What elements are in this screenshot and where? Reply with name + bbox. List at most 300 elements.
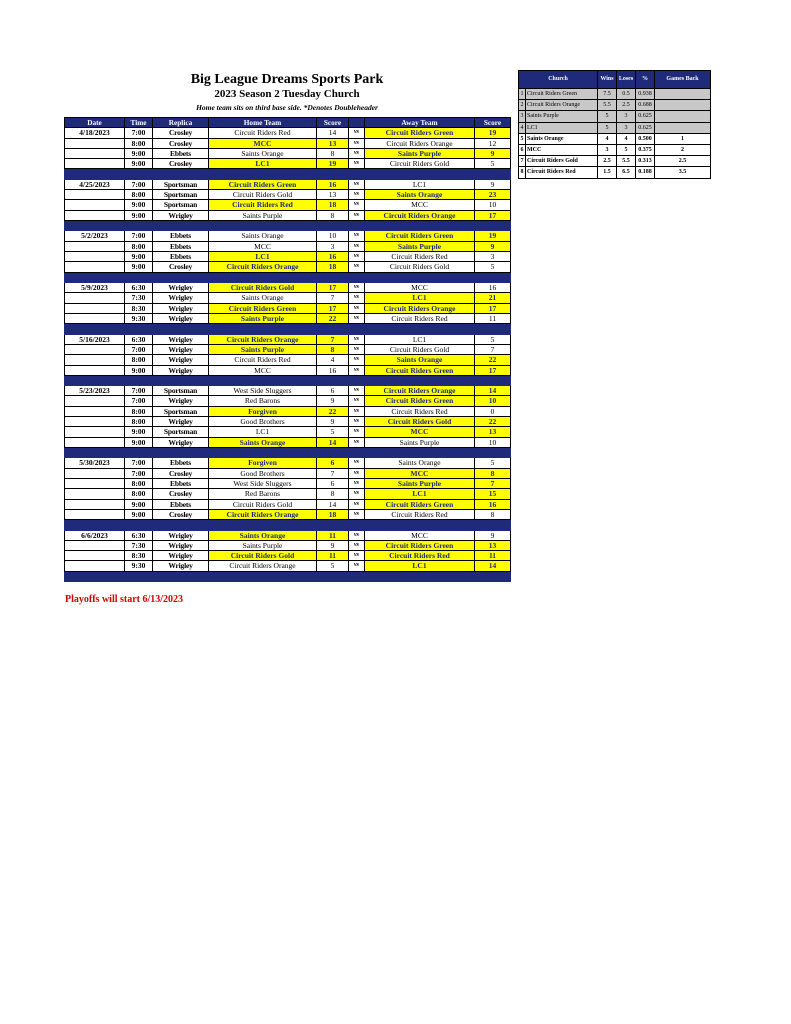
game-row bbox=[65, 406, 511, 416]
away-team: Circuit Riders Orange bbox=[365, 138, 475, 148]
vs-label: vs bbox=[349, 540, 365, 550]
separator-cell bbox=[365, 447, 475, 457]
home-score: 8 bbox=[317, 148, 349, 158]
standing-games-back bbox=[655, 122, 711, 133]
home-score: 5 bbox=[317, 561, 349, 571]
separator-cell bbox=[365, 169, 475, 179]
col-home-score: Score bbox=[317, 118, 349, 128]
game-row bbox=[65, 159, 511, 169]
col-games-back: Games Back bbox=[655, 71, 711, 89]
standing-church: Circuit Riders Gold bbox=[526, 156, 598, 167]
standing-pct: 0.938 bbox=[636, 89, 655, 100]
home-team: West Side Sluggers bbox=[209, 478, 317, 488]
col-wins: Wins bbox=[598, 71, 617, 89]
vs-label: vs bbox=[349, 406, 365, 416]
game-date bbox=[65, 148, 125, 158]
col-pct: % bbox=[636, 71, 655, 89]
home-team: MCC bbox=[209, 241, 317, 251]
vs-label: vs bbox=[349, 179, 365, 189]
away-team: Circuit Riders Green bbox=[365, 231, 475, 241]
away-team: MCC bbox=[365, 283, 475, 293]
game-date bbox=[65, 396, 125, 406]
home-score: 3 bbox=[317, 241, 349, 251]
away-team: Circuit Riders Gold bbox=[365, 262, 475, 272]
game-replica: Ebbets bbox=[153, 252, 209, 262]
game-replica: Wrigley bbox=[153, 365, 209, 375]
vs-label: vs bbox=[349, 417, 365, 427]
game-row bbox=[65, 386, 511, 396]
away-score: 14 bbox=[475, 561, 511, 571]
game-row bbox=[65, 334, 511, 344]
separator-cell bbox=[317, 375, 349, 385]
standing-rank: 5 bbox=[519, 133, 526, 144]
home-score: 8 bbox=[317, 344, 349, 354]
standings-row bbox=[519, 156, 711, 167]
standing-loses: 3 bbox=[617, 122, 636, 133]
separator-cell bbox=[475, 169, 511, 179]
standing-rank: 4 bbox=[519, 122, 526, 133]
game-date: 5/30/2023 bbox=[65, 458, 125, 468]
home-team: Red Barons bbox=[209, 396, 317, 406]
separator-cell bbox=[153, 520, 209, 530]
vs-label: vs bbox=[349, 128, 365, 138]
separator-cell bbox=[349, 520, 365, 530]
away-score: 17 bbox=[475, 365, 511, 375]
schedule-note: Home team sits on third base side. *Denotes Doubleheader bbox=[196, 103, 378, 112]
vs-label: vs bbox=[349, 427, 365, 437]
separator-cell bbox=[475, 520, 511, 530]
game-time: 9:00 bbox=[125, 159, 153, 169]
game-date bbox=[65, 406, 125, 416]
away-team: Circuit Riders Red bbox=[365, 252, 475, 262]
game-date: 5/16/2023 bbox=[65, 334, 125, 344]
standings-row bbox=[519, 133, 711, 144]
game-replica: Wrigley bbox=[153, 551, 209, 561]
standing-wins: 3 bbox=[598, 145, 617, 156]
away-team: Saints Purple bbox=[365, 241, 475, 251]
away-team: MCC bbox=[365, 200, 475, 210]
away-score: 23 bbox=[475, 190, 511, 200]
standing-loses: 5.5 bbox=[617, 156, 636, 167]
separator-cell bbox=[65, 447, 125, 457]
standings-row bbox=[519, 122, 711, 133]
home-team: Circuit Riders Orange bbox=[209, 509, 317, 519]
game-row bbox=[65, 530, 511, 540]
standing-loses: 3 bbox=[617, 111, 636, 122]
standing-wins: 5.5 bbox=[598, 100, 617, 111]
standing-games-back: 2.5 bbox=[655, 156, 711, 167]
away-score: 14 bbox=[475, 386, 511, 396]
game-row bbox=[65, 252, 511, 262]
separator-cell bbox=[209, 520, 317, 530]
home-score: 7 bbox=[317, 293, 349, 303]
home-score: 13 bbox=[317, 138, 349, 148]
separator-cell bbox=[349, 169, 365, 179]
away-score: 12 bbox=[475, 138, 511, 148]
standings-row bbox=[519, 89, 711, 100]
standing-pct: 0.188 bbox=[636, 167, 655, 178]
separator-cell bbox=[65, 221, 125, 231]
game-time: 7:00 bbox=[125, 458, 153, 468]
col-church: Church bbox=[519, 71, 598, 89]
home-score: 18 bbox=[317, 262, 349, 272]
away-score: 17 bbox=[475, 303, 511, 313]
vs-label: vs bbox=[349, 437, 365, 447]
schedule-table bbox=[64, 117, 511, 582]
week-separator bbox=[65, 447, 511, 457]
home-team: Forgiven bbox=[209, 458, 317, 468]
home-score: 17 bbox=[317, 283, 349, 293]
game-time: 7:00 bbox=[125, 344, 153, 354]
home-team: Circuit Riders Gold bbox=[209, 190, 317, 200]
away-team: MCC bbox=[365, 530, 475, 540]
game-replica: Wrigley bbox=[153, 530, 209, 540]
vs-label: vs bbox=[349, 478, 365, 488]
away-team: LC1 bbox=[365, 179, 475, 189]
separator-cell bbox=[125, 169, 153, 179]
vs-label: vs bbox=[349, 530, 365, 540]
game-row bbox=[65, 561, 511, 571]
game-replica: Wrigley bbox=[153, 283, 209, 293]
separator-cell bbox=[475, 221, 511, 231]
separator-cell bbox=[365, 221, 475, 231]
away-team: Circuit Riders Green bbox=[365, 396, 475, 406]
vs-label: vs bbox=[349, 468, 365, 478]
game-row bbox=[65, 179, 511, 189]
game-time: 8:00 bbox=[125, 406, 153, 416]
separator-cell bbox=[475, 324, 511, 334]
home-team: MCC bbox=[209, 138, 317, 148]
col-home-team: Home Team bbox=[209, 118, 317, 128]
home-team: Circuit Riders Gold bbox=[209, 283, 317, 293]
separator-cell bbox=[125, 221, 153, 231]
game-replica: Wrigley bbox=[153, 561, 209, 571]
separator-cell bbox=[365, 375, 475, 385]
standing-church: LC1 bbox=[526, 122, 598, 133]
away-score: 5 bbox=[475, 159, 511, 169]
home-team: Circuit Riders Orange bbox=[209, 561, 317, 571]
away-team: Circuit Riders Green bbox=[365, 499, 475, 509]
game-replica: Sportsman bbox=[153, 386, 209, 396]
standing-pct: 0.313 bbox=[636, 156, 655, 167]
separator-cell bbox=[317, 447, 349, 457]
separator-cell bbox=[65, 520, 125, 530]
home-score: 11 bbox=[317, 530, 349, 540]
separator-cell bbox=[475, 272, 511, 282]
standing-wins: 7.5 bbox=[598, 89, 617, 100]
standings-row bbox=[519, 111, 711, 122]
game-time: 7:00 bbox=[125, 396, 153, 406]
away-team: Circuit Riders Orange bbox=[365, 386, 475, 396]
separator-cell bbox=[349, 324, 365, 334]
game-replica: Wrigley bbox=[153, 344, 209, 354]
away-score: 22 bbox=[475, 417, 511, 427]
away-score: 5 bbox=[475, 262, 511, 272]
separator-cell bbox=[125, 375, 153, 385]
game-replica: Wrigley bbox=[153, 334, 209, 344]
game-row bbox=[65, 241, 511, 251]
separator-cell bbox=[209, 375, 317, 385]
away-score: 13 bbox=[475, 540, 511, 550]
away-team: Circuit Riders Orange bbox=[365, 210, 475, 220]
home-score: 11 bbox=[317, 551, 349, 561]
away-score: 11 bbox=[475, 551, 511, 561]
week-separator bbox=[65, 520, 511, 530]
away-team: Circuit Riders Green bbox=[365, 540, 475, 550]
separator-cell bbox=[475, 571, 511, 581]
game-date bbox=[65, 468, 125, 478]
game-date bbox=[65, 437, 125, 447]
game-replica: Wrigley bbox=[153, 540, 209, 550]
game-time: 8:00 bbox=[125, 417, 153, 427]
separator-cell bbox=[349, 272, 365, 282]
game-time: 7:30 bbox=[125, 293, 153, 303]
game-date bbox=[65, 159, 125, 169]
game-date bbox=[65, 417, 125, 427]
standing-games-back bbox=[655, 100, 711, 111]
vs-label: vs bbox=[349, 231, 365, 241]
game-time: 7:00 bbox=[125, 128, 153, 138]
home-team: Good Brothers bbox=[209, 468, 317, 478]
home-score: 8 bbox=[317, 489, 349, 499]
standing-wins: 5 bbox=[598, 111, 617, 122]
game-replica: Wrigley bbox=[153, 210, 209, 220]
game-date bbox=[65, 303, 125, 313]
away-score: 15 bbox=[475, 489, 511, 499]
game-row bbox=[65, 128, 511, 138]
separator-cell bbox=[475, 375, 511, 385]
game-row bbox=[65, 355, 511, 365]
home-score: 17 bbox=[317, 303, 349, 313]
game-date bbox=[65, 489, 125, 499]
game-date bbox=[65, 478, 125, 488]
home-score: 16 bbox=[317, 365, 349, 375]
game-time: 7:00 bbox=[125, 468, 153, 478]
game-time: 9:00 bbox=[125, 499, 153, 509]
standing-pct: 0.625 bbox=[636, 111, 655, 122]
game-row bbox=[65, 293, 511, 303]
separator-cell bbox=[125, 520, 153, 530]
game-time: 9:00 bbox=[125, 365, 153, 375]
vs-label: vs bbox=[349, 293, 365, 303]
vs-label: vs bbox=[349, 252, 365, 262]
game-replica: Crosley bbox=[153, 509, 209, 519]
home-team: Circuit Riders Orange bbox=[209, 334, 317, 344]
vs-label: vs bbox=[349, 262, 365, 272]
separator-cell bbox=[125, 571, 153, 581]
col-replica: Replica bbox=[153, 118, 209, 128]
game-time: 9:00 bbox=[125, 262, 153, 272]
home-team: Good Brothers bbox=[209, 417, 317, 427]
home-score: 22 bbox=[317, 313, 349, 323]
standing-church: Circuit Riders Red bbox=[526, 167, 598, 178]
separator-cell bbox=[65, 571, 125, 581]
separator-cell bbox=[317, 221, 349, 231]
away-score: 5 bbox=[475, 458, 511, 468]
standing-loses: 5 bbox=[617, 145, 636, 156]
game-row bbox=[65, 190, 511, 200]
schedule-header-row bbox=[65, 118, 511, 128]
game-date: 5/9/2023 bbox=[65, 283, 125, 293]
game-replica: Wrigley bbox=[153, 437, 209, 447]
away-team: Saints Orange bbox=[365, 190, 475, 200]
home-team: Circuit Riders Red bbox=[209, 200, 317, 210]
game-date: 5/2/2023 bbox=[65, 231, 125, 241]
standing-rank: 8 bbox=[519, 167, 526, 178]
home-score: 6 bbox=[317, 458, 349, 468]
vs-label: vs bbox=[349, 458, 365, 468]
away-team: Circuit Riders Gold bbox=[365, 417, 475, 427]
standings-table bbox=[518, 70, 711, 179]
game-replica: Ebbets bbox=[153, 458, 209, 468]
game-date bbox=[65, 355, 125, 365]
home-score: 9 bbox=[317, 417, 349, 427]
home-score: 9 bbox=[317, 540, 349, 550]
standing-loses: 6.5 bbox=[617, 167, 636, 178]
separator-cell bbox=[209, 169, 317, 179]
separator-cell bbox=[365, 520, 475, 530]
home-score: 18 bbox=[317, 200, 349, 210]
home-team: Saints Purple bbox=[209, 313, 317, 323]
vs-label: vs bbox=[349, 303, 365, 313]
home-team: Circuit Riders Red bbox=[209, 128, 317, 138]
standing-church: Circuit Riders Green bbox=[526, 89, 598, 100]
home-team: Circuit Riders Orange bbox=[209, 262, 317, 272]
game-row bbox=[65, 427, 511, 437]
vs-label: vs bbox=[349, 386, 365, 396]
away-score: 5 bbox=[475, 334, 511, 344]
separator-cell bbox=[153, 272, 209, 282]
separator-cell bbox=[349, 447, 365, 457]
away-team: Circuit Riders Green bbox=[365, 128, 475, 138]
game-row bbox=[65, 210, 511, 220]
game-row bbox=[65, 499, 511, 509]
game-date: 4/18/2023 bbox=[65, 128, 125, 138]
game-replica: Wrigley bbox=[153, 355, 209, 365]
away-team: LC1 bbox=[365, 561, 475, 571]
separator-cell bbox=[65, 169, 125, 179]
game-time: 7:00 bbox=[125, 231, 153, 241]
game-date bbox=[65, 344, 125, 354]
vs-label: vs bbox=[349, 396, 365, 406]
game-time: 7:00 bbox=[125, 386, 153, 396]
away-team: Circuit Riders Orange bbox=[365, 303, 475, 313]
home-score: 6 bbox=[317, 386, 349, 396]
home-score: 7 bbox=[317, 468, 349, 478]
separator-cell bbox=[153, 571, 209, 581]
away-score: 8 bbox=[475, 468, 511, 478]
game-row bbox=[65, 437, 511, 447]
game-replica: Crosley bbox=[153, 468, 209, 478]
game-row bbox=[65, 551, 511, 561]
home-score: 5 bbox=[317, 427, 349, 437]
home-team: Saints Orange bbox=[209, 437, 317, 447]
separator-cell bbox=[153, 447, 209, 457]
separator-cell bbox=[349, 375, 365, 385]
game-row bbox=[65, 396, 511, 406]
game-row bbox=[65, 283, 511, 293]
away-score: 11 bbox=[475, 313, 511, 323]
home-score: 14 bbox=[317, 437, 349, 447]
game-time: 9:00 bbox=[125, 427, 153, 437]
week-separator bbox=[65, 169, 511, 179]
away-team: Circuit Riders Gold bbox=[365, 344, 475, 354]
game-time: 8:00 bbox=[125, 241, 153, 251]
game-time: 8:00 bbox=[125, 355, 153, 365]
separator-cell bbox=[209, 324, 317, 334]
vs-label: vs bbox=[349, 551, 365, 561]
playoffs-note: Playoffs will start 6/13/2023 bbox=[65, 594, 184, 605]
col-vs bbox=[349, 118, 365, 128]
col-loses: Loses bbox=[617, 71, 636, 89]
game-date bbox=[65, 499, 125, 509]
away-team: LC1 bbox=[365, 489, 475, 499]
standing-games-back bbox=[655, 89, 711, 100]
home-score: 8 bbox=[317, 210, 349, 220]
standing-rank: 3 bbox=[519, 111, 526, 122]
week-separator bbox=[65, 324, 511, 334]
game-row bbox=[65, 468, 511, 478]
col-time: Time bbox=[125, 118, 153, 128]
standings-row bbox=[519, 167, 711, 178]
game-row bbox=[65, 344, 511, 354]
separator-cell bbox=[125, 324, 153, 334]
game-row bbox=[65, 148, 511, 158]
vs-label: vs bbox=[349, 283, 365, 293]
standing-wins: 4 bbox=[598, 133, 617, 144]
game-date bbox=[65, 313, 125, 323]
game-replica: Sportsman bbox=[153, 200, 209, 210]
away-score: 9 bbox=[475, 179, 511, 189]
game-date bbox=[65, 561, 125, 571]
away-team: Circuit Riders Red bbox=[365, 509, 475, 519]
away-score: 7 bbox=[475, 478, 511, 488]
home-team: LC1 bbox=[209, 252, 317, 262]
home-score: 13 bbox=[317, 190, 349, 200]
game-time: 9:00 bbox=[125, 200, 153, 210]
week-separator bbox=[65, 571, 511, 581]
game-time: 6:30 bbox=[125, 334, 153, 344]
game-replica: Crosley bbox=[153, 262, 209, 272]
away-team: Circuit Riders Gold bbox=[365, 159, 475, 169]
game-replica: Wrigley bbox=[153, 303, 209, 313]
vs-label: vs bbox=[349, 241, 365, 251]
game-date: 5/23/2023 bbox=[65, 386, 125, 396]
game-replica: Ebbets bbox=[153, 478, 209, 488]
game-replica: Crosley bbox=[153, 489, 209, 499]
game-date bbox=[65, 509, 125, 519]
separator-cell bbox=[349, 221, 365, 231]
standing-wins: 2.5 bbox=[598, 156, 617, 167]
away-score: 13 bbox=[475, 427, 511, 437]
game-date bbox=[65, 200, 125, 210]
standings-row bbox=[519, 145, 711, 156]
away-team: Circuit Riders Red bbox=[365, 406, 475, 416]
away-team: Saints Purple bbox=[365, 437, 475, 447]
game-date bbox=[65, 427, 125, 437]
away-team: Saints Purple bbox=[365, 148, 475, 158]
game-date bbox=[65, 365, 125, 375]
home-team: Circuit Riders Gold bbox=[209, 551, 317, 561]
home-team: Circuit Riders Green bbox=[209, 303, 317, 313]
separator-cell bbox=[349, 571, 365, 581]
game-date bbox=[65, 190, 125, 200]
standing-games-back: 2 bbox=[655, 145, 711, 156]
week-separator bbox=[65, 272, 511, 282]
game-time: 8:00 bbox=[125, 489, 153, 499]
separator-cell bbox=[365, 571, 475, 581]
game-row bbox=[65, 138, 511, 148]
